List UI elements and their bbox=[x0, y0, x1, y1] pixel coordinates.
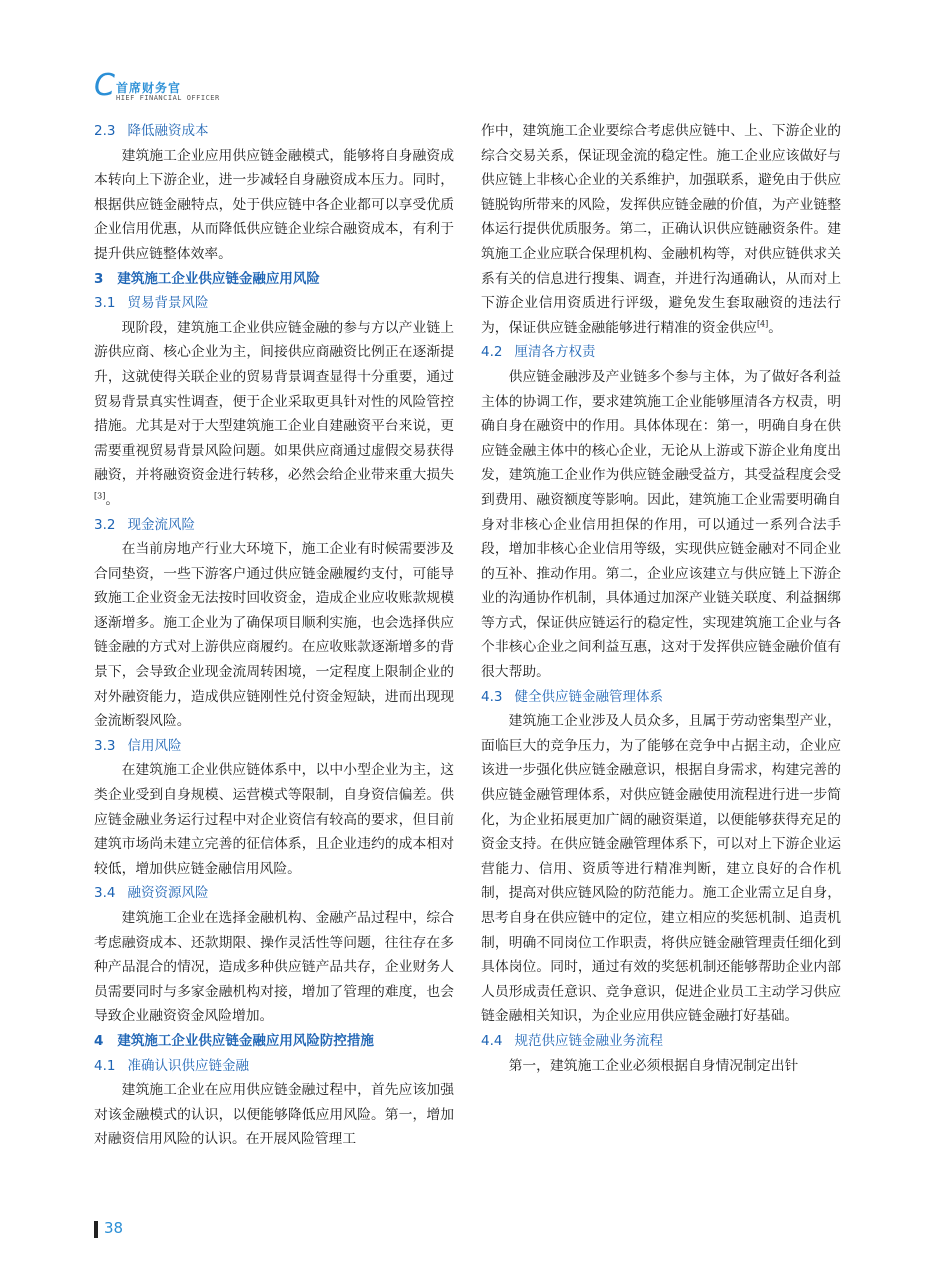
section-3-heading: 3 建筑施工企业供应链金融应用风险 bbox=[94, 270, 320, 287]
section-2-3-paragraph: 建筑施工企业应用供应链金融模式，能够将自身融资成本转向上下游企业，进一步减轻自身融资成本压力。同时，根据供应链金融特点，处于供应链中各企业都可以享受优质企业信用优惠，从而降低供应链企业综合融资成本，有利于提升供应链整体效率。 bbox=[94, 147, 454, 262]
section-4-3-paragraph: 建筑施工企业涉及人员众多，且属于劳动密集型产业，面临巨大的竞争压力，为了能够在竞争中占据主动，企业应该进一步强化供应链金融意识，根据自身需求，构建完善的供应链金融管理体系，对供应链金融使用流程进行进一步简化，为企业拓展更加广阔的融资渠道，以便能够获得充足的资金支持。在供应链金融管理体系下，可以对上下游企业运营能力、信用、资质等进行精准判断，建立良好的合作机制，提高对供应链风险的防范能力。施工企业需立足自身，思考自身在供应链中的定位，建立相应的奖惩机制、追责机制，明确不同岗位工作职责，将供应链金融管理责任细化到具体岗位。同时，通过有效的奖惩机制还能够帮助企业内部人员形成责任意识、竞争意识，促进企业员工主动学习供应链金融相关知识，为企业应用供应链金融打好基础。 bbox=[481, 713, 841, 1025]
logo-letter-c: C bbox=[94, 68, 115, 103]
right-column bbox=[481, 119, 841, 1078]
logo-chinese-title: 首席财务官 bbox=[116, 81, 182, 95]
section-3-1-heading: 3.1 贸易背景风险 bbox=[94, 295, 209, 312]
journal-logo bbox=[94, 68, 234, 107]
page-number: 38 bbox=[104, 1219, 124, 1237]
section-4-heading: 4 建筑施工企业供应链金融应用风险防控措施 bbox=[94, 1032, 374, 1049]
section-4-2-paragraph: 供应链金融涉及产业链多个参与主体，为了做好各利益主体的协调工作，要求建筑施工企业能够厘清各方权责，明确自身在融资中的作用。具体体现在：第一，明确自身在供应链金融主体中的核心企业，无论从上游或下游企业角度出发，建筑施工企业作为供应链金融受益方，其受益程度会受到费用、融资额度等影响。因此，建筑施工企业需要明确自身对非核心企业信用担保的作用，可以通过一系列合法手段，增加非核心企业信用等级，实现供应链金融对不同企业的互补、推动作用。第二，企业应该建立与供应链上下游企业的沟通协作机制，具体通过加深产业链关联度、利益捆绑等方式，保证供应链运行的稳定性，实现建筑施工企业与各个非核心企业之间利益互惠，这对于发挥供应链金融价值有很大帮助。 bbox=[481, 368, 841, 681]
section-3-3-paragraph: 在建筑施工企业供应链体系中，以中小型企业为主，这类企业受到自身规模、运营模式等限制，自身资信偏差。供应链金融业务运行过程中对企业资信有较高的要求，但目前建筑市场尚未建立完善的征信体系，且企业违约的成本相对较低，增加供应链金融信用风险。 bbox=[94, 762, 454, 877]
section-3-4-paragraph: 建筑施工企业在选择金融机构、金融产品过程中，综合考虑融资成本、还款期限、操作灵活性等问题，往往存在多种产品混合的情况，造成多种供应链产品共存，企业财务人员需要同时与多家金融机构对接，增加了管理的难度，也会导致企业融资资金风险增加。 bbox=[94, 910, 454, 1025]
logo-english-title: HIEF FINANCIAL OFFICER bbox=[116, 94, 220, 102]
section-4-2-heading: 4.2 厘清各方权责 bbox=[481, 344, 596, 361]
section-3-2-heading: 3.2 现金流风险 bbox=[94, 516, 195, 533]
citation-4: [4] bbox=[756, 319, 769, 329]
section-3-2-paragraph: 在当前房地产行业大环境下，施工企业有时候需要涉及合同垫资，一些下游客户通过供应链金融履约支付，可能导致施工企业资金无法按时回收资金，造成企业应收账款规模逐渐增多。施工企业为了确保项目顺利实施，也会选择供应链金融的方式对上游供应商履约。在应收账款逐渐增多的背景下，会导致企业现金流周转困境，一定程度上限制企业的对外融资能力，造成供应链刚性兑付资金短缺，进而出现现金流断裂风险。 bbox=[94, 541, 454, 730]
citation-3: [3] bbox=[94, 491, 106, 501]
section-2-3-heading: 2.3 降低融资成本 bbox=[94, 123, 209, 139]
footer-bar bbox=[94, 1221, 98, 1238]
section-3-3-heading: 3.3 信用风险 bbox=[94, 737, 182, 754]
section-4-1-paragraph: 建筑施工企业在应用供应链金融过程中，首先应该加强对该金融模式的认识，以便能够降低应用风险。第一，增加对融资信用风险的认识。在开展风险管理工 bbox=[94, 1082, 454, 1148]
section-3-1-paragraph: 现阶段，建筑施工企业供应链金融的参与方以产业链上游供应商、核心企业为主，间接供应商融资比例正在逐渐提升，这就使得关联企业的贸易背景调查显得十分重要，通过贸易背景真实性调查，便于企业采取更具针对性的风险管控措施。尤其是对于大型建筑施工企业自建融资平台来说，更需要重视贸易背景风险问题。如果供应商通过虚假交易获得融资，并将融资资金进行转移，必然会给企业带来重大损失[3]。 bbox=[94, 319, 454, 508]
section-4-3-heading: 4.3 健全供应链金融管理体系 bbox=[481, 688, 663, 705]
section-4-4-paragraph: 第一，建筑施工企业必须根据自身情况制定出针 bbox=[508, 1057, 799, 1074]
left-column bbox=[94, 119, 454, 1152]
section-4-4-heading: 4.4 规范供应链金融业务流程 bbox=[481, 1032, 663, 1049]
section-4-1-heading: 4.1 准确认识供应链金融 bbox=[94, 1057, 249, 1074]
section-4-1-continuation: 作中，建筑施工企业要综合考虑供应链中、上、下游企业的综合交易关系，保证现金流的稳定性。施工企业应该做好与供应链上非核心企业的关系维护，加强联系，避免由于供应链脱钩所带来的风险，发挥供应链金融的价值，为产业链整体运行提供优质服务。第二，正确认识供应链融资条件。建筑施工企业应联合保理机构、金融机构等，对供应链供求关系有关的信息进行搜集、调查，并进行沟通确认，从而对上下游企业信用资质进行评级，避免发生套取融资的违法行为，保证供应链金融能够进行精准的资金供应[4]。 bbox=[481, 123, 841, 336]
section-3-4-heading: 3.4 融资资源风险 bbox=[94, 885, 209, 902]
